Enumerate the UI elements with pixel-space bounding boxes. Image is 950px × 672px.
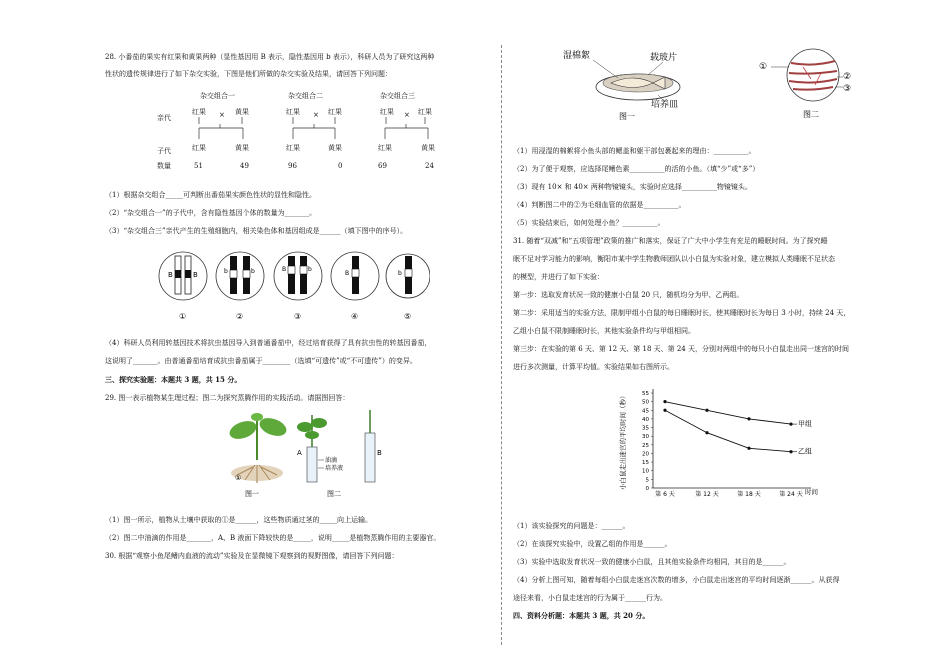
q31-line8: 进行多次测量，计算平均值。实验结果如右图所示。	[513, 363, 674, 371]
fig1-label: 图一	[245, 490, 259, 498]
fig2-oil: 油滴	[325, 457, 338, 464]
cell5-gene: b	[398, 270, 402, 277]
q31-line7: 第三步：在实验的第 6 天、第 12 天、第 18 天、第 24 天，分别对两组中的每只小白鼠走出同一迷宫的时间	[513, 345, 849, 353]
y-tick-label: 25	[642, 442, 649, 449]
series-label-0: 甲组	[798, 420, 812, 429]
right-column	[503, 0, 950, 672]
wet-cotton-label: 湿棉絮	[563, 51, 591, 61]
group2-cross: ×	[313, 111, 319, 119]
q30-sub1: （1）用浸湿的棉絮将小鱼头部的鳃盖和躯干部包裹起来的理由：__________。	[513, 147, 756, 155]
cell-2	[216, 252, 264, 321]
group2-count1: 96	[288, 162, 297, 170]
group2-lines	[293, 117, 335, 139]
group3-parent2: 红果	[418, 108, 432, 116]
group1-count2: 49	[240, 162, 249, 170]
sleep-maze-chart	[613, 378, 828, 503]
q28-sub3: （3）“杂交组合三”亲代产生的生殖细胞内，相关染色体和基因组成是______（填下图中的序号）。	[105, 227, 408, 235]
fig2-label: 图二	[327, 490, 341, 498]
group3-lines	[385, 117, 428, 139]
q29-figures	[215, 405, 390, 500]
fig2-view-label: 图二	[803, 110, 819, 119]
chart-ylabel: 小白鼠走出迷宫的平均时间（秒）	[619, 392, 627, 490]
series-line-1	[665, 410, 791, 451]
group1-parent2: 黄果	[235, 108, 249, 116]
q31-line6: 乙组小白鼠不限制睡眠时长，其他实验条件均与甲组相同。	[513, 327, 695, 335]
x-tick-label: 第 24 天	[779, 491, 803, 498]
group2-off1: 红果	[286, 144, 300, 152]
group3-cross: ×	[404, 111, 410, 119]
group1-count1: 51	[194, 162, 203, 170]
q28-intro-line2: 性状的遗传规律进行了如下杂交实验，下图是他们所做的杂交实验及结果，请回答下列问题：	[105, 70, 392, 78]
chromosome-cells	[150, 246, 430, 324]
group1-lines	[199, 117, 243, 139]
y-tick-label: 20	[642, 451, 649, 458]
fig2-B: B	[377, 449, 382, 457]
section3-heading: 三、探究实验题：本题共 3 题，共 15 分。	[105, 375, 242, 384]
data-point	[705, 431, 708, 434]
q30-sub5: （5）实验结束后，如何处理小鱼？__________。	[513, 219, 665, 227]
series-label-1: 乙组	[798, 447, 812, 456]
q30-figures	[553, 45, 883, 120]
cell1-right-gene: B	[193, 271, 198, 279]
group2-off2: 黄果	[328, 144, 342, 152]
group1-off1: 红果	[192, 144, 206, 152]
cross-lines	[0, 0, 500, 200]
group1-off2: 黄果	[235, 144, 249, 152]
q28-sub2: （2）“杂交组合一”的子代中，含有隐性基因个体的数量为_______。	[105, 209, 317, 217]
data-point	[663, 400, 666, 403]
glass-slide-label: 载玻片	[650, 53, 678, 63]
cell3-right-gene: b	[308, 266, 312, 273]
q30-sub2: （2）为了便于观察，应选择尾鳍色素__________的活的小鱼。（填“少”或“多”）	[513, 165, 760, 173]
count-row-label: 数量	[157, 162, 171, 170]
fig2-apparatus	[297, 410, 382, 498]
q31-line2: 眠不足对学习能力的影响，衡阳市某中学生物教师团队以小白鼠为实验对象，建立模拟人类睡眠不足状态	[513, 255, 835, 263]
parent-row-label: 亲代	[157, 114, 171, 122]
cell4-num: ④	[351, 312, 359, 321]
group1-parent1: 红果	[192, 108, 206, 116]
group2-parent2: 红果	[328, 108, 342, 116]
fig2-A: A	[297, 449, 302, 457]
group1-title: 杂交组合一	[200, 92, 235, 100]
q30-sub4: （4）判断图二中的②为毛细血管的依据是__________。	[513, 201, 686, 209]
y-tick-label: 15	[642, 460, 649, 467]
q31-line1: 31. 随着“双减”和“五项管理”政策的推广和落实，保证了广大中小学生有充足的睡眠时间。为了探究睡	[513, 237, 828, 245]
q28-sub4-line1: （4）科研人员利用转基因技术将抗虫基因导入到普通番茄中，经过培育获得了具有抗虫性的转基因番茄，	[105, 339, 432, 347]
cell3-left-gene: B	[282, 266, 287, 273]
q29-sub1: （1）图一所示，植物从土壤中获取的①是______，这些物质通过茎的_____向上运输。	[105, 516, 372, 524]
q28-sub1: （1）根据杂交组合_____可判断出番茄果实颜色性状的显性和隐性。	[105, 191, 316, 199]
q31-line3: 的模型，并进行了如下实验：	[513, 273, 604, 281]
group1-cross: ×	[219, 111, 225, 119]
cell2-right-gene: b	[251, 268, 255, 275]
chart-yticks	[642, 391, 653, 492]
cell-4	[331, 252, 379, 321]
y-tick-label: 55	[642, 391, 649, 397]
label-2: ②	[843, 72, 852, 82]
y-tick-label: 10	[642, 468, 649, 475]
q29-sub2: （2）图二中油滴的作用是_______，A、B 液面下降较快的是_____，说明_____是植物蒸腾作用的主要器官。	[105, 534, 441, 542]
q28-intro-line1: 28. 小番茄的果实有红果和黄果两种（显性基因用 B 表示，隐性基因用 b 表示），科研人员为了研究这两种	[105, 53, 435, 61]
y-tick-label: 45	[642, 408, 649, 415]
group3-count1: 69	[378, 162, 387, 170]
data-point	[747, 447, 750, 450]
y-tick-label: 5	[645, 477, 649, 484]
fig2-nutrient: 培养液	[325, 465, 344, 472]
cell-3	[274, 252, 322, 321]
q30-sub3: （3）现有 10× 和 40× 两种物镜镜头，实验时应选择__________物镜镜头。	[513, 183, 752, 191]
y-tick-label: 0	[645, 486, 649, 492]
fig1-circle1: ①	[235, 474, 242, 482]
y-tick-label: 50	[642, 399, 649, 406]
q29-intro: 29. 图一表示植物某生理过程；图二为探究蒸腾作用的实践活动。请据图回答：	[105, 394, 350, 402]
fig1-plant	[227, 413, 289, 498]
cell3-num: ③	[294, 312, 302, 321]
group3-count2: 24	[425, 162, 434, 170]
fig1-dish-label: 图一	[619, 112, 635, 120]
q31-sub4-line2: 途径来看，小白鼠走迷宫的行为属于______行为。	[513, 594, 667, 602]
data-point	[663, 409, 666, 412]
group2-count2: 0	[338, 162, 343, 170]
column-divider	[501, 45, 502, 645]
y-tick-label: 40	[642, 416, 649, 423]
x-tick-label: 第 6 天	[655, 491, 675, 498]
x-tick-label: 第 18 天	[737, 491, 761, 498]
q31-line4: 第一步：选取发育状况一致的健康小白鼠 20 只，随机均分为甲、乙两组。	[513, 291, 744, 299]
data-point	[747, 417, 750, 420]
cell1-num: ①	[179, 312, 187, 321]
cell4-gene: B	[345, 270, 350, 277]
group3-off2: 黄果	[421, 144, 435, 152]
label-3: ③	[843, 84, 852, 94]
q30-intro: 30. 根据“观察小鱼尾鳍内血液的流动”实验及在显微镜下观察到的视野图像，请回答下列问题：	[105, 552, 399, 560]
group3-title: 杂交组合三	[380, 92, 415, 100]
q31-sub2: （2）在该探究实验中，设置乙组的作用是______。	[513, 540, 672, 548]
y-tick-label: 30	[642, 434, 649, 441]
group3-parent1: 红果	[380, 108, 394, 116]
petri-dish-label: 培养皿	[651, 100, 679, 110]
data-point	[705, 409, 708, 412]
chart-series	[663, 400, 812, 456]
q31-line5: 第二步：采用适当的实验方法，限制甲组小白鼠的每日睡眠时长，使其睡眠时长为每日 3 小时，持续 24 天，	[513, 309, 851, 317]
cell2-num: ②	[236, 312, 244, 321]
fish-dish-figure	[563, 49, 680, 120]
group2-parent1: 红果	[286, 108, 300, 116]
y-tick-label: 35	[642, 425, 649, 432]
cell2-left-gene: b	[224, 268, 228, 275]
q31-sub4-line1: （4）分析上图可知，随着每组小白鼠走迷宫次数的增多，小白鼠走出迷宫的平均时间逐渐______。从获得	[513, 576, 840, 584]
q31-sub1: （1）该实验探究的问题是：______。	[513, 522, 630, 530]
microscope-view-figure	[759, 49, 851, 119]
group3-off1: 红果	[378, 144, 392, 152]
label-1: ①	[759, 62, 768, 72]
chart-xlabel: 时间	[805, 488, 818, 496]
chart-xticks	[655, 490, 803, 498]
cell-5	[386, 254, 430, 321]
cell1-left-gene: B	[168, 271, 173, 279]
cell5-num: ⑤	[404, 312, 412, 321]
x-tick-label: 第 12 天	[695, 491, 719, 498]
q31-sub3: （3）实验中选取发育状况一致的健康小白鼠，且其他实验条件均相同，其目的是______。	[513, 558, 791, 566]
section4-heading: 四、资料分析题：本题共 3 题，共 20 分。	[513, 611, 650, 620]
offspring-row-label: 子代	[157, 147, 171, 155]
cell-1	[159, 252, 207, 321]
group2-title: 杂交组合二	[288, 92, 323, 100]
q28-sub4-line2: 这说明了_______。由普通番茄培育成抗虫番茄属于________（选填“可遗传”或“不可遗传”）的变异。	[105, 357, 417, 365]
